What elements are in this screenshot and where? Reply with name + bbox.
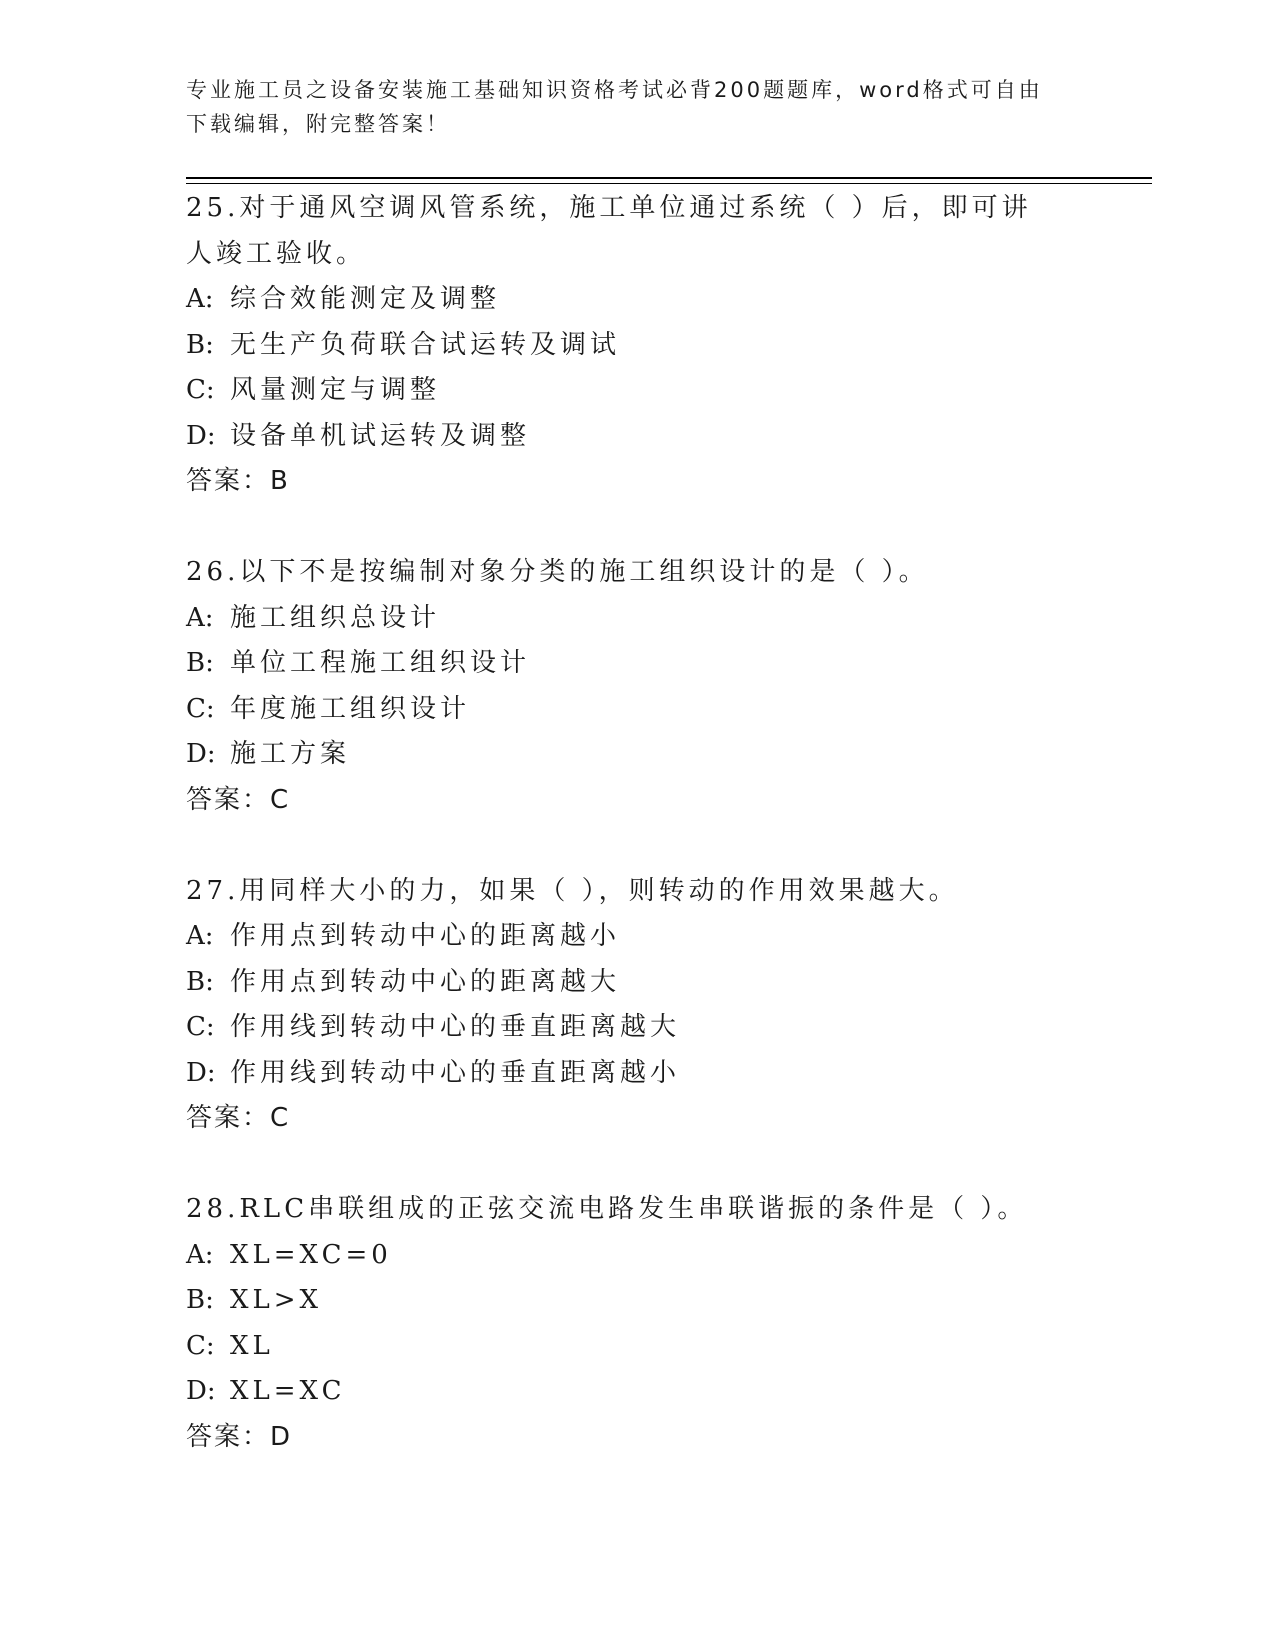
option-text: 设备单机试运转及调整 xyxy=(230,420,531,451)
answer-line: 答案：C xyxy=(186,784,291,815)
option-d xyxy=(186,732,1146,778)
option-text: 施工组织总设计 xyxy=(230,602,441,633)
option-key: D: xyxy=(186,739,216,769)
question-27 xyxy=(186,869,1146,1142)
option-text: 作用点到转动中心的距离越大 xyxy=(230,966,621,997)
option-d xyxy=(186,1369,1146,1415)
header-divider-thin xyxy=(186,183,1152,184)
option-text: 综合效能测定及调整 xyxy=(230,284,501,314)
option-a xyxy=(186,277,1146,323)
option-d xyxy=(186,1051,1146,1097)
option-key: A: xyxy=(186,284,214,314)
option-key: C: xyxy=(186,1330,215,1361)
option-text: 施工方案 xyxy=(230,739,351,769)
option-b xyxy=(186,323,1146,369)
question-list xyxy=(186,186,1146,1506)
header-divider-thick xyxy=(186,177,1152,179)
document-header: 专业施工员之设备安装施工基础知识资格考试必背200题题库，word格式可自由下载编辑，附完整答案！ xyxy=(186,78,1043,136)
option-key: C: xyxy=(186,693,215,724)
option-d xyxy=(186,414,1146,460)
option-text: 风量测定与调整 xyxy=(230,375,441,405)
option-text: XL=XC=0 xyxy=(230,1239,392,1270)
option-text: 作用点到转动中心的距离越小 xyxy=(230,921,621,951)
question-stem: 27.用同样大小的力，如果（ ），则转动的作用效果越大。 xyxy=(186,875,959,906)
option-a xyxy=(186,914,1146,960)
option-key: B: xyxy=(186,1285,214,1315)
option-key: A: xyxy=(186,921,214,951)
option-a xyxy=(186,596,1146,642)
question-stem: 25.对于通风空调风管系统，施工单位通过系统（ ）后，即可讲人竣工验收。 xyxy=(186,193,1032,269)
option-c xyxy=(186,368,1146,414)
option-key: B: xyxy=(186,966,214,997)
option-b xyxy=(186,641,1146,687)
option-key: C: xyxy=(186,1012,215,1042)
option-a xyxy=(186,1233,1146,1279)
answer-line: 答案：C xyxy=(186,1103,291,1133)
option-text: XL>X xyxy=(230,1285,323,1315)
option-key: D: xyxy=(186,1376,216,1406)
option-key: A: xyxy=(186,602,214,633)
option-key: B: xyxy=(186,648,214,678)
question-stem: 26.以下不是按编制对象分类的施工组织设计的是（ ）。 xyxy=(186,557,929,587)
question-stem: 28.RLC串联组成的正弦交流电路发生串联谐振的条件是（ ）。 xyxy=(186,1194,1028,1224)
option-key: D: xyxy=(186,1057,216,1088)
option-text: 作用线到转动中心的垂直距离越大 xyxy=(230,1012,681,1042)
option-key: D: xyxy=(186,420,216,451)
option-key: C: xyxy=(186,375,215,405)
option-b xyxy=(186,1278,1146,1324)
option-c xyxy=(186,1005,1146,1051)
option-key: B: xyxy=(186,329,214,360)
option-text: XL xyxy=(230,1330,274,1361)
option-text: 无生产负荷联合试运转及调试 xyxy=(230,329,621,360)
answer-line: 答案：D xyxy=(186,1421,293,1452)
option-text: 年度施工组织设计 xyxy=(230,693,471,724)
option-c xyxy=(186,687,1146,733)
option-text: 作用线到转动中心的垂直距离越小 xyxy=(230,1057,681,1088)
option-text: 单位工程施工组织设计 xyxy=(230,648,531,678)
option-c xyxy=(186,1324,1146,1370)
option-text: XL=XC xyxy=(230,1376,346,1406)
question-28 xyxy=(186,1187,1146,1460)
answer-line: 答案：B xyxy=(186,466,290,496)
question-26 xyxy=(186,550,1146,823)
question-25 xyxy=(186,186,1146,505)
option-key: A: xyxy=(186,1239,214,1270)
option-b xyxy=(186,960,1146,1006)
